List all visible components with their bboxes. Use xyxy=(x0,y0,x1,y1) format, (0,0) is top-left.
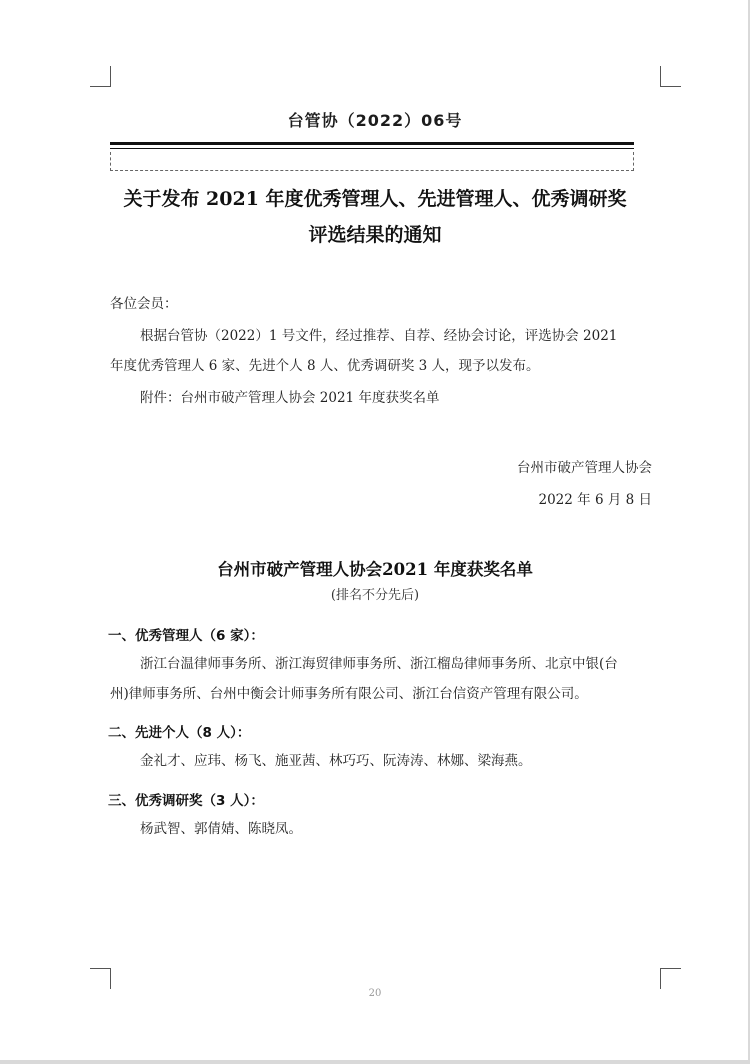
page-number: 20 xyxy=(368,988,382,999)
header-rule-thin xyxy=(110,148,634,149)
notice-body-line2: 年度优秀管理人 6 家、先进个人 8 人、优秀调研奖 3 人，现予以发布。 xyxy=(110,358,540,374)
signature-organization: 台州市破产管理人协会 xyxy=(517,460,652,476)
advanced-individuals-list: 金礼才、应玮、杨飞、施亚茜、林巧巧、阮涛涛、林娜、梁海燕。 xyxy=(140,753,532,769)
salutation: 各位会员： xyxy=(110,296,178,312)
section-heading-outstanding-managers: 一、优秀管理人（6 家）： xyxy=(108,628,264,644)
notice-body-line1: 根据台管协（2022）1 号文件，经过推荐、自荐、经协会讨论，评选协会 2021 xyxy=(140,328,618,344)
notice-title-line1: 关于发布 2021 年度优秀管理人、先进管理人、优秀调研奖 xyxy=(123,188,627,210)
outstanding-managers-line1: 浙江台温律师事务所、浙江海贸律师事务所、浙江榴岛律师事务所、北京中银(台 xyxy=(140,656,618,672)
outstanding-managers-line2: 州)律师事务所、台州中衡会计师事务所有限公司、浙江台信资产管理有限公司。 xyxy=(110,686,588,702)
notice-title-line2: 评选结果的通知 xyxy=(308,224,442,246)
award-list-title: 台州市破产管理人协会2021 年度获奖名单 xyxy=(217,560,533,579)
section-heading-research-award: 三、优秀调研奖（3 人）： xyxy=(108,793,264,809)
document-number: 台管协（2022）06号 xyxy=(287,111,463,130)
header-dashed-box xyxy=(110,152,634,171)
crop-mark-top-right xyxy=(660,66,681,87)
crop-mark-bottom-right xyxy=(660,968,681,989)
section-heading-advanced-individuals: 二、先进个人（8 人）： xyxy=(108,725,251,741)
award-list-subtitle: (排名不分先后) xyxy=(330,588,420,603)
header-rule-thick xyxy=(110,142,634,145)
crop-mark-top-left xyxy=(90,66,111,87)
crop-mark-bottom-left xyxy=(90,968,111,989)
signature-date: 2022 年 6 月 8 日 xyxy=(538,492,652,508)
attachment-note: 附件：台州市破产管理人协会 2021 年度获奖名单 xyxy=(140,390,440,406)
research-award-list: 杨武智、郭倩婧、陈晓凤。 xyxy=(140,821,302,837)
